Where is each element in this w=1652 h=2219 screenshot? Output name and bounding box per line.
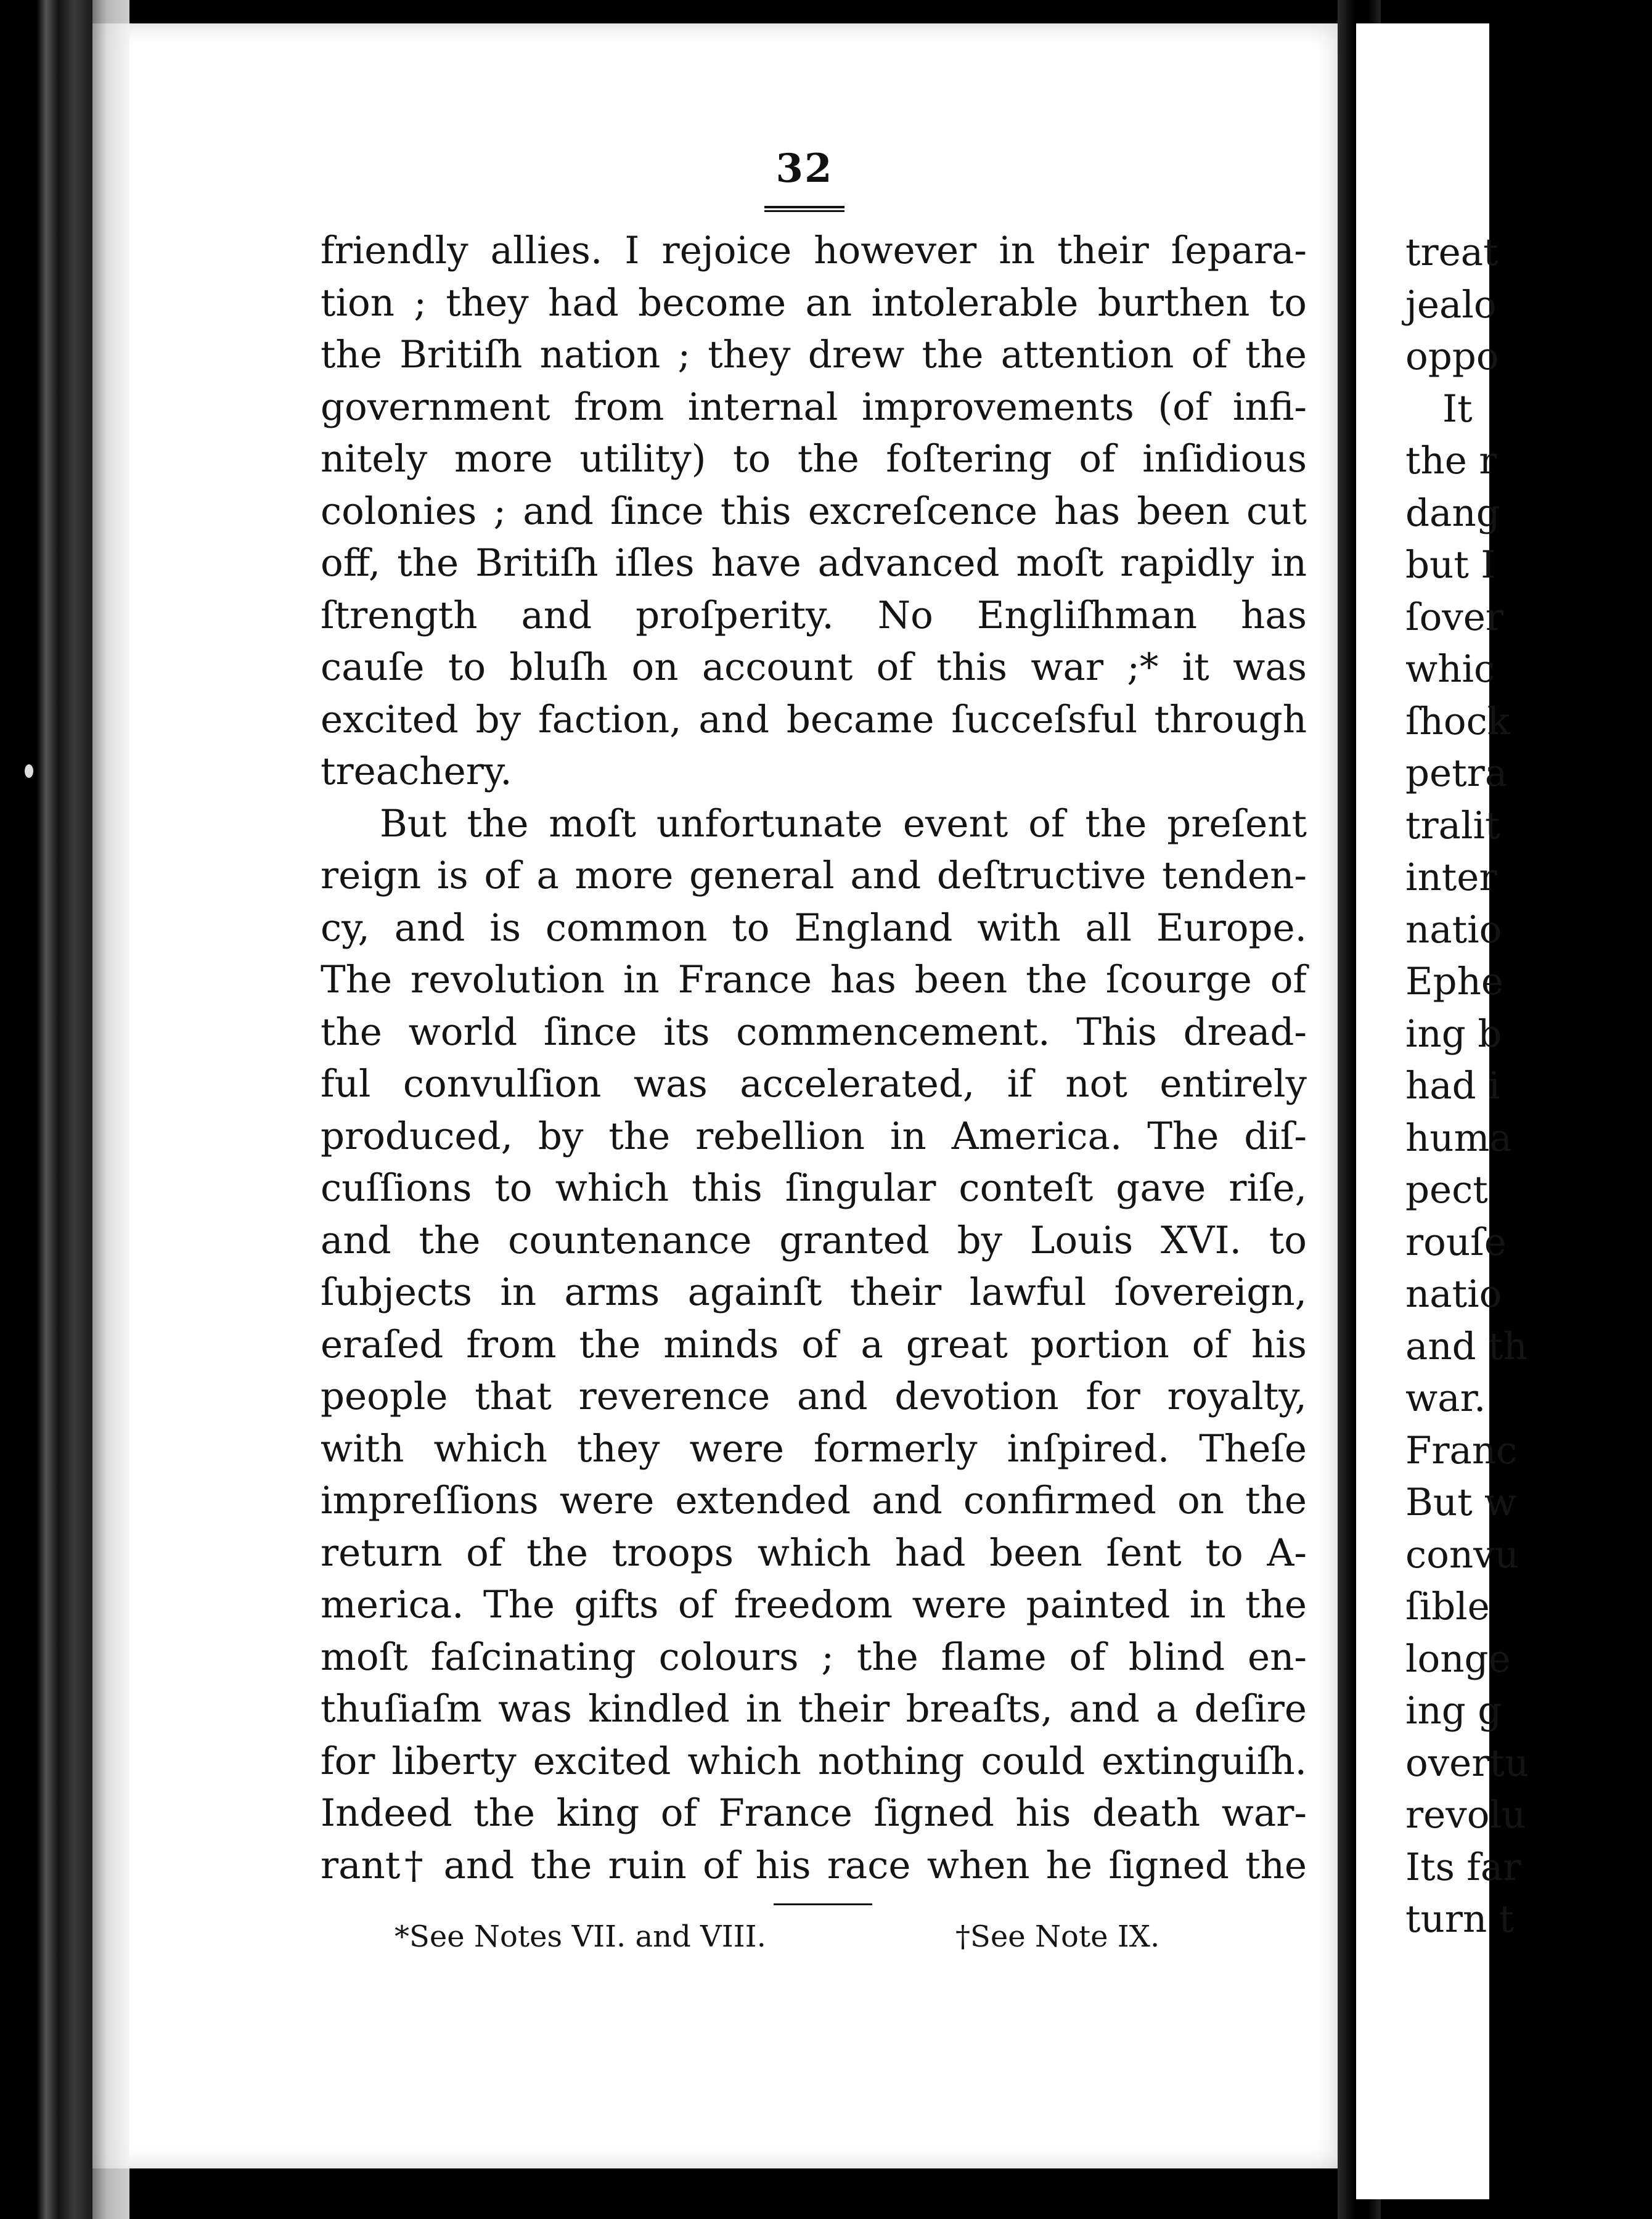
text-line: and the countenance granted by Louis XVI. to	[321, 1218, 1307, 1262]
text-line: ful convulſion was accelerated, if not entirely	[321, 1062, 1307, 1106]
text-line: excited by faction, and became ſucceſsful through	[321, 697, 1307, 742]
text-line: ſubjects in arms againſt their lawful ſovereign,	[321, 1270, 1307, 1314]
text-line: merica. The gifts of freedom were painted in the	[321, 1583, 1307, 1627]
facing-text-line: revolu	[1405, 1793, 1526, 1837]
footnote-notes-vii-viii: *See Notes VII. and VIII.	[395, 1919, 766, 1954]
footnote-rule	[774, 1903, 872, 1905]
facing-text-line: natio	[1405, 907, 1502, 952]
text-line: Indeed the king of France ſigned his death war-	[321, 1791, 1307, 1835]
text-line: the world ſince its commencement. This dread-	[321, 1010, 1307, 1054]
facing-text-line: ſover	[1405, 595, 1504, 639]
text-line: nitely more utility) to the foſtering of inſidious	[321, 437, 1307, 481]
text-line: moſt faſcinating colours ; the flame of blind en-	[321, 1635, 1307, 1679]
facing-text-line: dang	[1405, 491, 1500, 535]
text-line: thuſiaſm was kindled in their breaſts, and a deſire	[321, 1687, 1307, 1731]
text-line: treachery.	[321, 750, 512, 793]
text-line: ſtrength and proſperity. No Engliſhman has	[321, 593, 1307, 637]
facing-text-line: whic	[1405, 647, 1495, 691]
text-line: eraſed from the minds of a great portion of his	[321, 1322, 1307, 1367]
text-line: impreſſions were extended and confirmed on the	[321, 1479, 1307, 1522]
text-line: reign is of a more general and deſtructive tenden-	[321, 854, 1307, 897]
text-line: government from internal improvements (of infi-	[321, 385, 1307, 429]
text-line: cuſſions to which this ſingular conteſt gave riſe,	[321, 1166, 1307, 1210]
scan-left-border	[0, 0, 92, 2219]
facing-text-line: Franc	[1405, 1428, 1518, 1473]
facing-text-line: natio	[1405, 1272, 1502, 1316]
binding-mark	[25, 764, 33, 778]
facing-text-line: pect	[1405, 1168, 1488, 1212]
body-text	[321, 225, 1307, 1892]
text-line: But the moſt unfortunate event of the preſent	[380, 801, 1307, 846]
facing-text-line: turn t	[1405, 1897, 1515, 1941]
text-line: people that reverence and devotion for royalty,	[321, 1375, 1307, 1418]
footnote-note-ix: †See Note IX.	[955, 1919, 1160, 1954]
text-line: colonies ; and ſince this excreſcence has been cut	[321, 489, 1307, 533]
facing-text-line: ing g	[1405, 1689, 1502, 1733]
facing-text-line: had i	[1405, 1064, 1500, 1108]
text-line: return of the troops which had been ſent to A-	[321, 1530, 1307, 1575]
facing-text-line: tralit	[1405, 803, 1500, 848]
facing-text-line: longe	[1405, 1637, 1511, 1681]
text-line: rant† and the ruin of his race when he ſigned the	[321, 1843, 1307, 1887]
facing-text-line: ing b	[1405, 1011, 1502, 1056]
facing-page	[1356, 23, 1529, 2199]
facing-text-line: inter	[1405, 856, 1497, 899]
text-line: cy, and is common to England with all Europe.	[321, 905, 1307, 950]
facing-text-line: overtu	[1405, 1741, 1529, 1785]
text-line: The revolution in France has been the ſcourge of	[321, 958, 1307, 1002]
facing-text-line: Its far	[1405, 1845, 1521, 1889]
facing-text-line: jealo	[1405, 282, 1497, 327]
text-line: off, the Britiſh iſles have advanced moſt rapidly in	[321, 541, 1307, 585]
facing-text-line: It	[1442, 386, 1473, 431]
facing-text-line: but I	[1405, 543, 1496, 587]
facing-text-line: petra	[1405, 751, 1508, 795]
facing-page-text	[1405, 227, 1652, 1946]
facing-text-line: the r	[1405, 439, 1497, 483]
page-number-rule	[764, 206, 844, 212]
text-line: for liberty excited which nothing could extinguiſh.	[321, 1739, 1307, 1783]
text-line: the Britiſh nation ; they drew the attention of the	[321, 333, 1307, 377]
page-torn-edge	[92, 0, 129, 2219]
text-line: produced, by the rebellion in America. The diſ-	[321, 1114, 1307, 1158]
facing-text-line: convu	[1405, 1532, 1519, 1577]
page-number: 32	[775, 145, 833, 192]
facing-text-line: ſible	[1405, 1585, 1490, 1628]
facing-text-line: war.	[1405, 1376, 1486, 1420]
text-line: tion ; they had become an intolerable burthen to	[321, 280, 1307, 325]
text-line: with which they were formerly inſpired. Theſe	[321, 1426, 1307, 1471]
facing-text-line: rouſe	[1405, 1220, 1507, 1264]
facing-text-line: oppo	[1405, 335, 1499, 378]
facing-text-line: treat	[1405, 231, 1499, 274]
facing-text-line: and th	[1405, 1324, 1527, 1368]
text-line: cauſe to bluſh on account of this war ;* it was	[321, 645, 1307, 689]
facing-text-line: huma	[1405, 1116, 1512, 1160]
facing-text-line: But w	[1405, 1481, 1517, 1524]
text-line: friendly allies. I rejoice however in their ſepara-	[321, 229, 1307, 272]
facing-text-line: ſhock	[1405, 699, 1510, 743]
facing-text-line: Ephe	[1405, 960, 1503, 1003]
